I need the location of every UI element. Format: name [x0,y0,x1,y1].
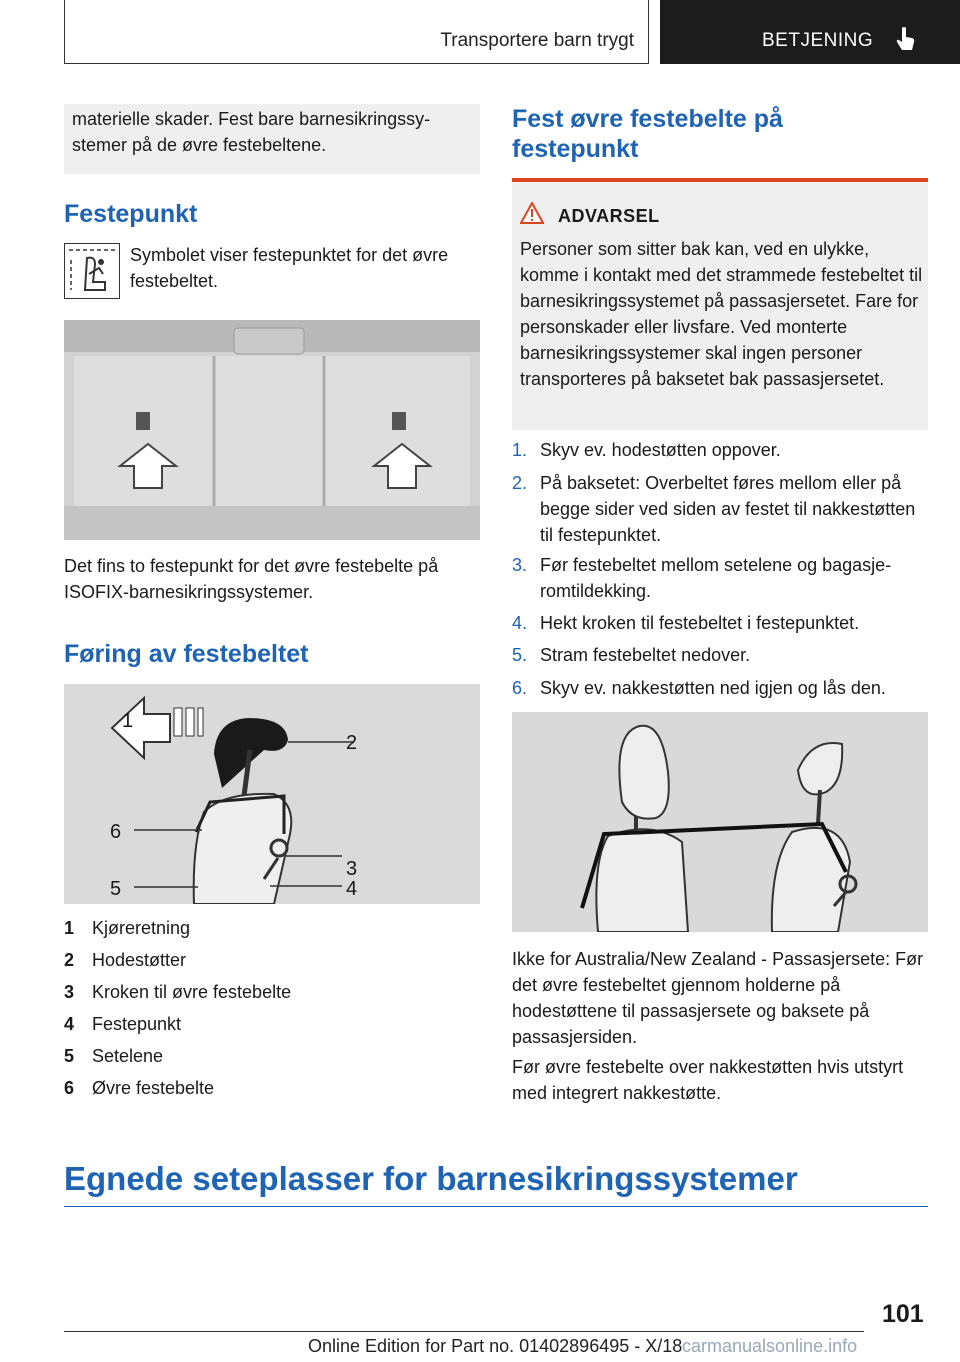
anchor-symbol-icon [64,243,120,299]
warning-box [512,178,928,430]
legend-item: 3 Kroken til øvre festebelte [64,982,292,1002]
header-chapter-tab[interactable] [660,0,960,64]
legend-item: 2 Hodestøtter [64,950,187,970]
diagram-label-2: 2 [346,732,358,754]
para-australia: Ikke for Australia/New Zealand - Passasjersete: Før det øvre festebeltet gjennom holderne på hodestøttene til passasjersete og baksete på passasjersiden. [512,949,924,1047]
diagram-label-5: 5 [110,878,122,900]
heading-foring: Føring av festebeltet [64,640,309,668]
watermark-text: carmanualsonline.info [682,1336,858,1356]
note-text: materielle skader. Fest bare barnesikringssystemer på de øvre festebeltene. [72,109,431,155]
diagram-label-6: 6 [110,821,122,843]
header-section-box [64,0,649,64]
symbol-description: Symbolet viser festepunktet for det øvre festebeltet. [130,245,449,291]
para-over: Før øvre festebelte over nakkestøtten hvis utstyrt med integrert nakkestøtte. [512,1057,904,1103]
section-rule [64,1206,928,1207]
diagram-label-3: 3 [346,858,358,880]
cargo-anchor-photo [64,320,480,540]
diagram-label-4: 4 [346,878,358,900]
diagram-label-1: 1 [122,710,134,732]
direction-arrow-icon [112,698,170,758]
section-title: Egnede seteplasser for barnesikringssystemer [64,1160,798,1197]
para-isofix: Det fins to festepunkt for det øvre festebelte på ISOFIX-barnesikringssystemer. [64,556,439,602]
seats-belt-diagram [512,712,928,932]
header-chapter-label: BETJENING [762,30,874,51]
header-section-title: Transportere barn trygt [440,30,634,51]
warning-text: Personer som sitter bak kan, ved en ulykke, komme i kontakt med det strammede festebeltet til barnesikringssystemet på passasjersetet. Fare for personskader eller livsfare. Ved monterte barnesikringssystemer skal ingen personer transporteres på baksetet bak passasjersetet. [520,239,923,389]
heading-festepunkt: Festepunkt [64,200,198,228]
legend-item: 6 Øvre festebelte [64,1078,215,1098]
legend-item: 5 Setelene [64,1046,164,1066]
footer-edition: Online Edition for Part no. 01402896495 - X/18 [308,1336,683,1356]
warning-label: ADVARSEL [558,206,660,226]
heading-fest-ovre: Fest øvre festebelte på festepunkt [512,105,783,163]
headrest-diagram [64,684,480,904]
warning-triangle-icon [520,202,544,224]
footer-rule [64,1331,864,1332]
page-number: 101 [882,1300,924,1328]
hand-pointer-icon [896,26,916,52]
legend-item: 4 Festepunkt [64,1014,182,1034]
note-box [64,104,480,174]
legend-item: 1 Kjøreretning [64,918,191,938]
